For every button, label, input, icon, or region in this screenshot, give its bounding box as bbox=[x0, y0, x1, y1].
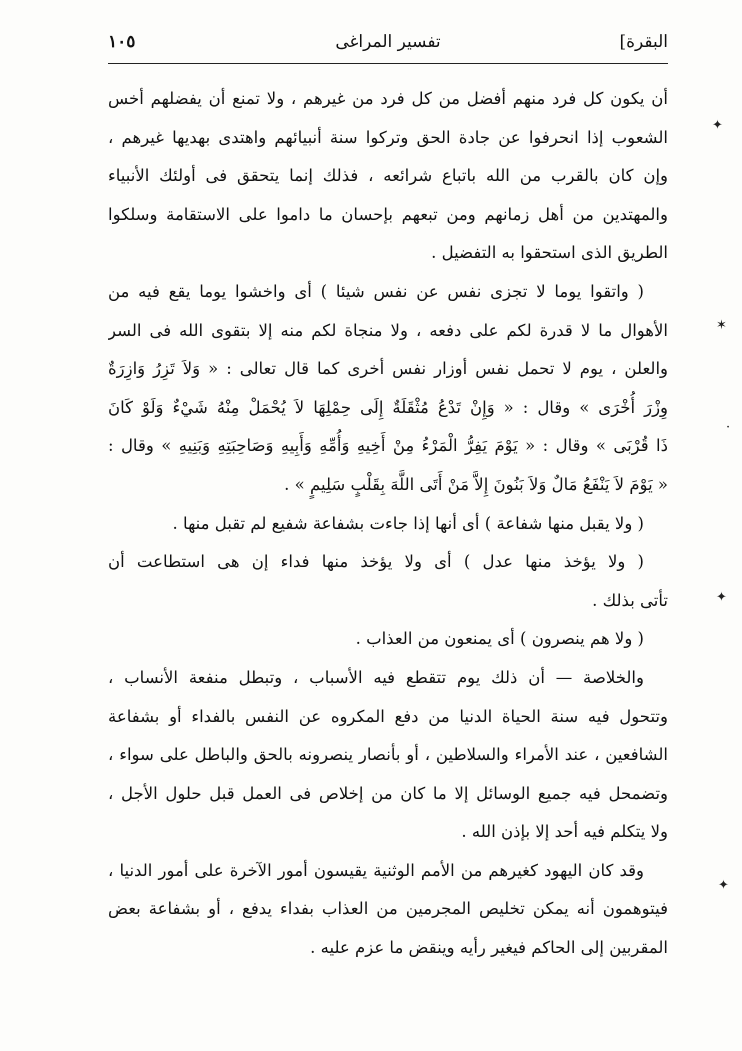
page-number: ١٠٥ bbox=[108, 32, 136, 52]
text-line: وتضمحل فيه جميع الوسائل إلا ما كان من إخلاص فى العمل قبل حلول الأجل ، bbox=[108, 783, 668, 803]
text-line: والخلاصة — أن ذلك يوم تتقطع فيه الأسباب ، وتبطل منفعة الأنساب ، bbox=[108, 667, 644, 687]
text-line: ذَا قُرْبَى » وقال : « يَوْمَ يَفِرُّ الْمَرْءُ مِنْ أَخِيهِ وَأُمِّهِ وَأَبِيهِ وَصَاحِبَتِهِ وَبَنِيهِ » وقال : bbox=[108, 436, 668, 456]
margin-speck-icon: ✶ bbox=[716, 318, 727, 333]
text-line: أن يكون كل فرد منهم أفضل من كل فرد من غيرهم ، ولا تمنع أن يفضلهم أخس bbox=[108, 89, 668, 108]
margin-speck-icon: · bbox=[726, 420, 731, 435]
text-line: ( ولا يقبل منها شفاعة ) أى أنها إذا جاءت بشفاعة شفيع لم تقبل منها . bbox=[172, 513, 644, 533]
text-line: والعلن ، يوم لا تحمل نفس أوزار نفس أخرى كما قال تعالى : « وَلاَ تَزِرُ وَازِرَةٌ bbox=[108, 359, 668, 379]
text-line: ( ولا هم ينصرون ) أى يمنعون من العذاب . bbox=[355, 629, 644, 649]
text-line: ولا يتكلم فيه أحد إلا بإذن الله . bbox=[461, 822, 668, 842]
text-line: ( واتقوا يوما لا تجزى نفس عن نفس شيئا ) أى واخشوا يوما يقع فيه من bbox=[108, 281, 644, 301]
text-line: الأهوال ما لا قدرة لكم على دفعه ، ولا منجاة لكم منه إلا بتقوى الله فى السر bbox=[108, 320, 668, 340]
text-line: وقد كان اليهود كغيرهم من الأمم الوثنية يقيسون أمور الآخرة على أمور الدنيا ، bbox=[108, 860, 644, 880]
text-line: الطريق الذى استحقوا به التفضيل . bbox=[431, 243, 668, 263]
margin-speck-icon: ✦ bbox=[712, 118, 723, 133]
text-line: « يَوْمَ لاَ يَنْفَعُ مَالٌ وَلاَ بَنُونَ إِلاَّ مَنْ أَتَى اللَّهَ بِقَلْبٍ سَلِيمٍ » . bbox=[284, 474, 668, 494]
book-title: تفسير المراغى bbox=[335, 32, 441, 52]
page-body bbox=[108, 80, 668, 968]
margin-speck-icon: ✦ bbox=[716, 590, 727, 605]
text-line: وتتحول فيه سنة الحياة الدنيا من دفع المكروه عن النفس بالفداء أو بشفاعة bbox=[108, 706, 668, 726]
page-header bbox=[108, 30, 668, 66]
text-line: والمهتدين من أهل زمانهم ومن تبعهم بإحسان ما داموا على الاستقامة وسلكوا bbox=[108, 204, 668, 224]
text-line: الشافعين ، عند الأمراء والسلاطين ، أو بأنصار ينصرونه بالحق والباطل على سواء ، bbox=[108, 745, 668, 765]
text-line: تأتى بذلك . bbox=[592, 590, 668, 610]
text-line: وإن كان بالقرب من الله باتباع شرائعه ، فذلك إنما يتحقق فى أولئك الأنبياء bbox=[108, 166, 668, 186]
text-line: الشعوب إذا انحرفوا عن جادة الحق وتركوا سنة أنبيائهم واهتدى بهديها غيرهم ، bbox=[108, 127, 668, 147]
text-line: فيتوهمون أنه يمكن تخليص المجرمين من العذاب بفداء يدفع ، أو بشفاعة بعض bbox=[108, 899, 668, 919]
margin-speck-icon: ✦ bbox=[718, 878, 729, 893]
text-line: ( ولا يؤخذ منها عدل ) أى ولا يؤخذ منها فداء إن هى استطاعت أن bbox=[108, 552, 644, 572]
text-line: وِزْرَ أُخْرَى » وقال : « وَإِنْ تَدْعُ مُثْقَلَةٌ إِلَى حِمْلِهَا لاَ يُحْمَلْ مِنْهُ شَيْءٌ وَلَوْ كَانَ bbox=[108, 397, 668, 417]
surah-name: البقرة] bbox=[619, 32, 668, 52]
header-rule bbox=[108, 63, 668, 64]
text-line: المقربين إلى الحاكم فيغير رأيه وينقض ما عزم عليه . bbox=[310, 938, 668, 958]
